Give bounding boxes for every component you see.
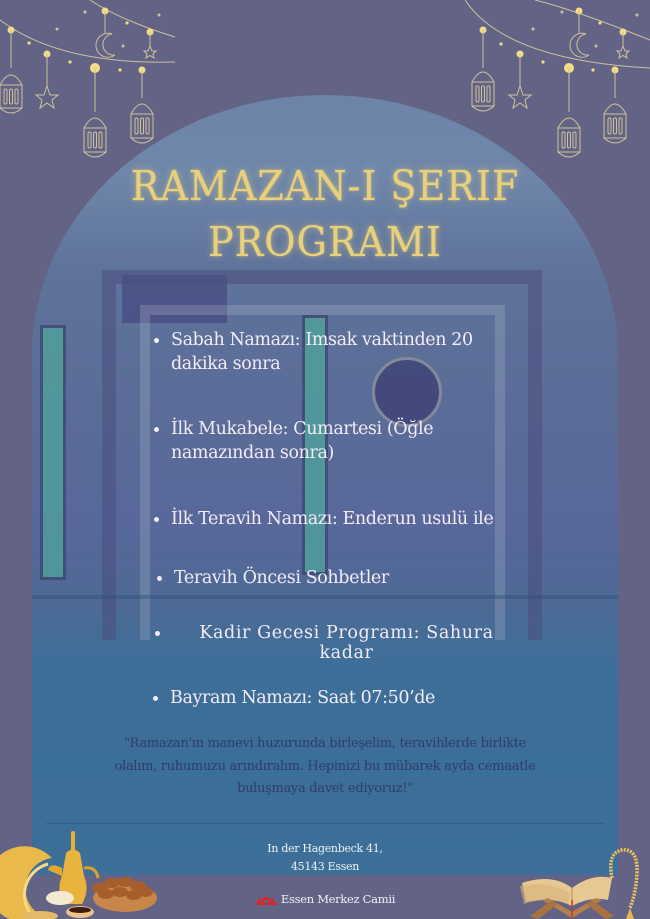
program-item-text: Teravih Öncesi Sohbetler bbox=[174, 568, 389, 588]
program-item-text: Kadir Gecesi Programı: Sahura kadar bbox=[199, 623, 494, 663]
address-street: In der Hagenbeck 41, bbox=[267, 842, 383, 855]
address-city: 45143 Essen bbox=[290, 860, 360, 873]
program-item-text: Sabah Namazı: Imsak vaktinden 20 dakika sonra bbox=[171, 330, 473, 374]
bullet-icon bbox=[155, 631, 160, 636]
program-item-sabah-namazi bbox=[171, 328, 516, 376]
lantern-garland-right-icon bbox=[465, 0, 650, 170]
bullet-icon bbox=[154, 427, 159, 432]
program-item-text: Bayram Namazı: Saat 07:50’de bbox=[170, 688, 435, 708]
bullet-icon bbox=[157, 576, 162, 581]
stained-glass-window-left bbox=[40, 325, 66, 580]
poster-title bbox=[0, 158, 650, 270]
program-item-ilk-teravih bbox=[171, 507, 531, 531]
bullet-icon bbox=[154, 338, 159, 343]
program-item-bayram-namazi bbox=[170, 686, 490, 710]
mosque-logo-icon bbox=[255, 894, 277, 905]
program-item-text: İlk Teravih Namazı: Enderun usulü ile bbox=[171, 509, 494, 529]
lantern-garland-left-icon bbox=[0, 0, 180, 170]
mosque-brand bbox=[0, 892, 650, 906]
invitation-quote: "Ramazan'ın manevi huzurunda birleşelim, teravihlerde birlikte olalım, ruhumuzu arındıralım. Hepinizi bu mübarek ayda cemaatle buluşmaya davet ediyoruz!" bbox=[114, 736, 536, 796]
footer-divider-line bbox=[46, 823, 604, 824]
mosque-name: Essen Merkez Camii bbox=[280, 892, 396, 906]
bullet-icon bbox=[153, 696, 158, 701]
quran-prayer-beads-illustration-icon bbox=[512, 838, 650, 919]
title-line-1: RAMAZAN-I ŞERIF bbox=[130, 162, 520, 210]
program-item-ilk-mukabele bbox=[171, 417, 501, 465]
carpet-edge bbox=[32, 595, 618, 599]
program-item-teravih-oncesi-sohbetler bbox=[174, 566, 474, 590]
program-item-text: İlk Mukabele: Cumartesi (Öğle namazından sonra) bbox=[171, 419, 434, 463]
program-item-kadir-gecesi bbox=[174, 623, 519, 663]
title-line-2: PROGRAMI bbox=[208, 218, 442, 266]
mosque-address bbox=[225, 840, 425, 876]
bullet-icon bbox=[154, 517, 159, 522]
